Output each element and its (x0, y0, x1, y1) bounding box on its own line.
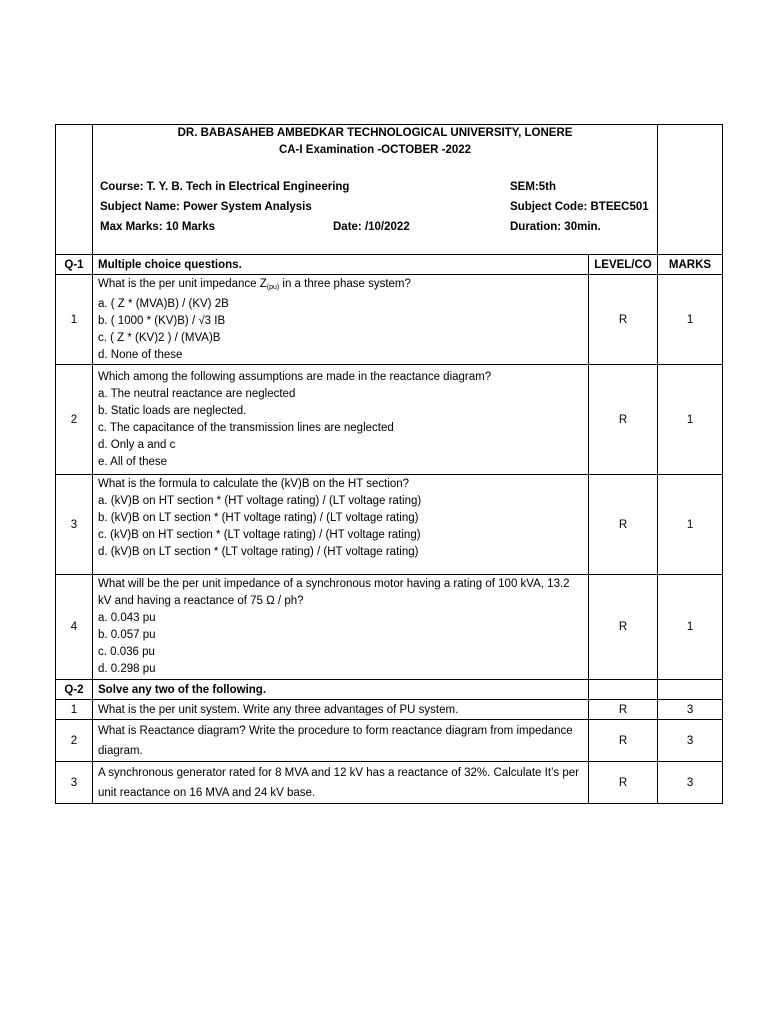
q1-item-3 (56, 475, 723, 575)
q1-label: Q-1 (56, 255, 93, 275)
option-d: d. 0.298 pu (98, 663, 156, 675)
marks-value: 1 (658, 475, 723, 575)
option-b: b. (kV)B on LT section * (HT voltage rating) / (LT voltage rating) (98, 512, 419, 524)
q2-marks-blank (658, 680, 723, 700)
option-a: a. ( Z * (MVA)B) / (KV) 2B (98, 297, 229, 310)
q1-item-number: 3 (56, 475, 93, 575)
question-text: What is the formula to calculate the (kV)B on the HT section? (98, 478, 410, 490)
meta-row-marks (98, 217, 652, 237)
header-left-blank (56, 125, 93, 255)
duration: Duration: 30min. (510, 221, 601, 233)
q1-item-number: 1 (56, 275, 93, 365)
marks-value: 3 (658, 700, 723, 720)
option-c: c. (kV)B on HT section * (LT voltage rating) / (HT voltage rating) (98, 529, 421, 541)
subject-code: Subject Code: BTEEC501 (510, 201, 649, 213)
q2-header-row (56, 680, 723, 700)
q1-item-body (93, 575, 589, 680)
option-c: c. 0.036 pu (98, 646, 155, 658)
option-c: c. ( Z * (KV)2 ) / (MVA)B (98, 331, 221, 344)
exam-paper-table (55, 124, 723, 804)
q1-title: Multiple choice questions. (93, 255, 589, 275)
q1-item-4 (56, 575, 723, 680)
marks-value: 1 (658, 275, 723, 365)
q1-item-number: 4 (56, 575, 93, 680)
option-d: d. (kV)B on LT section * (LT voltage rating) / (HT voltage rating) (98, 546, 419, 558)
q2-item-1 (56, 700, 723, 720)
marks-value: 3 (658, 762, 723, 804)
option-b: b. 0.057 pu (98, 629, 156, 641)
q1-header-row (56, 255, 723, 275)
q1-item-body (93, 275, 589, 365)
question-text: What will be the per unit impedance of a synchronous motor having a rating of 100 kVA, 13.2 kV and having a reactance of 75 Ω / ph? (98, 578, 570, 607)
question-text: Which among the following assumptions are made in the reactance diagram? (98, 370, 492, 383)
level-value: R (589, 475, 658, 575)
level-co-header: LEVEL/CO (589, 255, 658, 275)
semester: SEM:5th (510, 181, 556, 193)
q2-title: Solve any two of the following. (93, 680, 589, 700)
q1-item-1 (56, 275, 723, 365)
option-b: b. Static loads are neglected. (98, 404, 247, 417)
level-value: R (589, 720, 658, 762)
question-text: What is the per unit system. Write any three advantages of PU system. (93, 700, 589, 720)
option-c: c. The capacitance of the transmission lines are neglected (98, 421, 394, 434)
university-name: DR. BABASAHEB AMBEDKAR TECHNOLOGICAL UNIVERSITY, LONERE (177, 127, 573, 139)
level-value: R (589, 275, 658, 365)
question-text: What is Reactance diagram? Write the procedure to form reactance diagram from impedance diagram. (93, 720, 589, 762)
level-value: R (589, 365, 658, 475)
option-d: d. None of these (98, 348, 183, 361)
q1-item-number: 2 (56, 365, 93, 475)
marks-value: 1 (658, 365, 723, 475)
option-a: a. 0.043 pu (98, 612, 156, 624)
level-value: R (589, 700, 658, 720)
max-marks: Max Marks: 10 Marks (100, 221, 216, 233)
header-row (56, 125, 723, 255)
question-text: What is the per unit impedance $Z_{(pu)}$ in a three phase system? (98, 277, 411, 291)
q2-item-number: 1 (56, 700, 93, 720)
meta-row-subject (98, 197, 652, 217)
exam-title: CA-I Examination -OCTOBER -2022 (278, 144, 472, 156)
option-e: e. All of these (98, 455, 168, 468)
q2-item-number: 2 (56, 720, 93, 762)
header-right-blank (658, 125, 723, 255)
header-block (93, 125, 658, 255)
exam-date: Date: /10/2022 (333, 221, 410, 233)
question-text: A synchronous generator rated for 8 MVA and 12 kV has a reactance of 32%. Calculate It’s per unit reactance on 16 MVA and 24 kV base. (93, 762, 589, 804)
q2-item-2 (56, 720, 723, 762)
q1-item-body (93, 365, 589, 475)
course: Course: T. Y. B. Tech in Electrical Engineering (100, 181, 350, 193)
option-b: b. ( 1000 * (KV)B) / √3 IB (98, 314, 226, 327)
meta-row-course (98, 177, 652, 197)
q1-item-body (93, 475, 589, 575)
marks-value: 1 (658, 575, 723, 680)
option-a: a. (kV)B on HT section * (HT voltage rating) / (LT voltage rating) (98, 495, 422, 507)
subject-name: Subject Name: Power System Analysis (100, 201, 312, 213)
level-value: R (589, 762, 658, 804)
option-d: d. Only a and c (98, 438, 176, 451)
level-value: R (589, 575, 658, 680)
q2-item-number: 3 (56, 762, 93, 804)
marks-value: 3 (658, 720, 723, 762)
q2-item-3 (56, 762, 723, 804)
option-a: a. The neutral reactance are neglected (98, 387, 296, 400)
q1-item-2 (56, 365, 723, 475)
marks-header: MARKS (658, 255, 723, 275)
q2-label: Q-2 (56, 680, 93, 700)
q2-level-blank (589, 680, 658, 700)
